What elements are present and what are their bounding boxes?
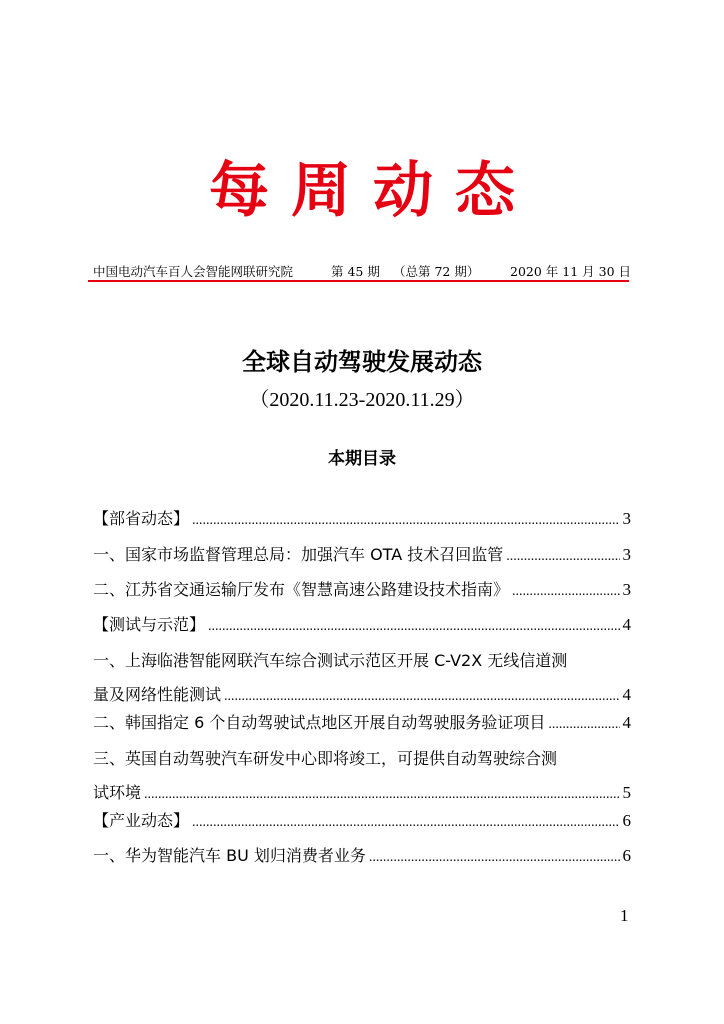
issue-line — [93, 262, 631, 280]
toc-entry-title: 【测试与示范】 — [93, 615, 206, 634]
page-number: 1 — [620, 906, 629, 925]
toc-entry-title-line1: 三、英国自动驾驶汽车研发中心即将竣工，可提供自动驾驶综合测 — [93, 749, 558, 768]
toc-page-number: 4 — [622, 713, 631, 732]
toc-page-number: 4 — [622, 685, 631, 704]
toc-entry-samr-ota[interactable] — [93, 538, 631, 574]
document-title: 全球自动驾驶发展动态 — [242, 347, 482, 376]
toc-entry-korea-pilot[interactable] — [93, 706, 631, 742]
toc-leader-dots — [512, 575, 619, 609]
toc-page-number: 3 — [622, 580, 631, 599]
toc-entry-title: 【产业动态】 — [93, 811, 190, 830]
toc-leader-dots — [369, 841, 620, 875]
toc-leader-dots — [192, 504, 619, 538]
issue-date: 2020 年 11 月 30 日 — [510, 264, 631, 279]
toc-leader-dots — [208, 610, 619, 644]
toc-page-number: 3 — [622, 545, 631, 564]
masthead-title: 每周动态 — [209, 156, 537, 226]
toc-entry-title: 【部省动态】 — [93, 509, 190, 528]
toc-page-number: 3 — [622, 509, 631, 528]
toc-entry-title: 二、江苏省交通运输厅发布《智慧高速公路建设技术指南》 — [93, 580, 510, 599]
toc-page-number: 5 — [622, 783, 631, 802]
toc-entry-huawei-bu[interactable] — [93, 839, 631, 875]
toc-page-number: 4 — [622, 615, 631, 634]
toc-section-ministry[interactable] — [93, 502, 631, 538]
issue-org: 中国电动汽车百人会智能网联研究院 — [93, 264, 294, 279]
issue-number: 第 45 期 — [331, 264, 380, 279]
toc-entry-title-line2: 量及网络性能测试 — [93, 685, 222, 704]
toc-section-testing[interactable] — [93, 608, 631, 644]
toc-entry-title-line2: 试环境 — [93, 783, 142, 802]
toc-leader-dots — [506, 540, 619, 574]
toc-entry-jiangsu-guide[interactable] — [93, 573, 631, 609]
toc-entry-title-line1: 一、上海临港智能网联汽车综合测试示范区开展 C-V2X 无线信道测 — [93, 651, 568, 670]
toc-leader-dots — [548, 708, 619, 742]
toc-entry-uk-center[interactable] — [93, 742, 631, 812]
issue-total: （总第 72 期） — [393, 264, 480, 279]
toc-entry-lingang-cv2x[interactable] — [93, 644, 631, 714]
toc-entry-title: 一、国家市场监督管理总局：加强汽车 OTA 技术召回监管 — [93, 545, 504, 564]
toc-leader-dots — [192, 806, 619, 840]
header-rule — [88, 280, 629, 282]
toc-section-industry[interactable] — [93, 804, 631, 840]
toc-heading: 本期目录 — [328, 449, 396, 469]
toc-entry-title: 一、华为智能汽车 BU 划归消费者业务 — [93, 846, 366, 865]
toc-page-number: 6 — [622, 811, 631, 830]
toc-entry-title: 二、韩国指定 6 个自动驾驶试点地区开展自动驾驶服务验证项目 — [93, 713, 546, 732]
document-date-range: （2020.11.23-2020.11.29） — [249, 389, 475, 411]
toc-page-number: 6 — [622, 846, 631, 865]
